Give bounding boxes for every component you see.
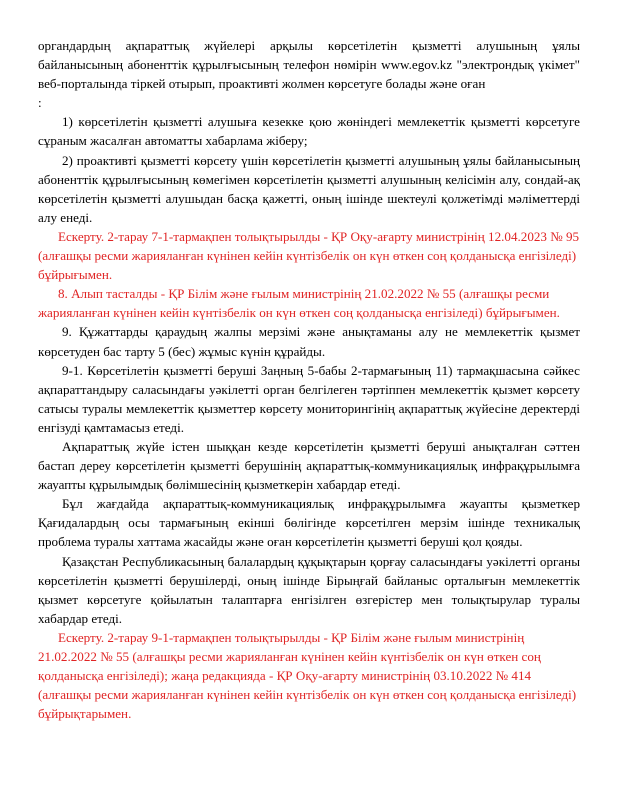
paragraph-technical-protocol: Бұл жағдайда ақпараттық-коммуникациялық инфрақұрылымға жауапты қызметкер Қағидалардың осы тармағының екінші бөлігінде көрсетілген мерзім ішінде техникалық проблема туралы хаттама жасайды және оған көрсетілетін қызметті беруші қол қояды. bbox=[38, 496, 584, 550]
paragraph-item-2: 2) проактивті қызметті көрсету үшін көрсетілетін қызметті алушының ұялы байланысының абоненттік құрылғысының көмегімен көрсетілетін қызметті алушының келісімін алу, сондай-ақ көрсетілетін қызметті алушыдан басқа қажетті, оның ішінде шектеулі қолжетімді мәліметтерді алу енеді. bbox=[38, 152, 584, 225]
paragraph-authorized-body: Қазақстан Республикасының балалардың құқықтарын қорғау саласындағы уәкілетті органы көрсетілетін қызметті берушілерді, оның ішінде Бірыңғай байланыс орталығын мемлекеттік қызмет көрсетуге қойылатын талаптарға енгізілген өзгерістер мен толықтырулар туралы хабардар етеді. bbox=[38, 553, 584, 626]
paragraph-system-failure: Ақпараттық жүйе істен шыққан кезде көрсетілетін қызметті беруші анықталған сәттен бастап дереу көрсетілетін қызметті берушінің ақпараттық-коммуникациялық инфрақұрылымға жауапты құрылымдық бөлімшесінің қызметкерін хабардар етеді. bbox=[38, 438, 584, 493]
amendment-note-1: Ескерту. 2-тарау 7-1-тармақпен толықтырылды - ҚР Оқу-ағарту министрінің 12.04.2023 № 95 (алғашқы ресми жарияланған күнінен кейін күнтізбелік он күн өткен соң қолданысқа енгізіледі) бұйрығымен. bbox=[38, 228, 583, 283]
paragraph-colon: : bbox=[38, 95, 42, 111]
document-body bbox=[38, 36, 584, 723]
paragraph-item-9-1: 9-1. Көрсетілетін қызметті беруші Заңның 5-бабы 2-тармағының 11) тармақшасына сәйкес ақпараттандыру саласындағы уәкілетті орган белгілеген тәртіппен мемлекеттік қызмет көрсету сатысы туралы мемлекеттік қызметтер көрсету мониторингінің ақпараттық жүйесіне деректерді енгізуді қамтамасыз етеді. bbox=[38, 362, 584, 435]
paragraph-item-1: 1) көрсетілетін қызметті алушыға кезекке қою жөніндегі мемлекеттік қызметті көрсетуге сұраным жасалған автоматты хабарлама жіберу; bbox=[38, 114, 584, 149]
amendment-note-2: Ескерту. 2-тарау 9-1-тармақпен толықтырылды - ҚР Білім және ғылым министрінің 21.02.2022 № 55 (алғашқы ресми жарияланған күнінен кейін күнтізбелік он күн өткен соң қолданысқа енгізіледі); жаңа редакцияда - ҚР Оқу-ағарту министрінің 03.10.2022 № 414 (алғашқы ресми жарияланған күнінен кейін күнтізбелік он күн өткен соң қолданысқа енгізіледі) бұйрықтарымен. bbox=[38, 629, 580, 722]
paragraph-item-9: 9. Құжаттарды қараудың жалпы мерзімі және анықтаманы алу не мемлекеттік қызмет көрсетуден бас тарту 5 (бес) жұмыс күнін құрайды. bbox=[38, 324, 584, 359]
paragraph-continuation: органдардың ақпараттық жүйелері арқылы көрсетілетін қызметті алушының ұялы байланысының абоненттік құрылғысының телефон нөмірін www.egov.kz "электрондық үкімет" веб-порталында тіркей отырып, проактивті жолмен көрсетуге болады және оған bbox=[38, 38, 584, 92]
paragraph-item-8-repealed: 8. Алып тасталды - ҚР Білім және ғылым министрінің 21.02.2022 № 55 (алғашқы ресми жарияланған күнінен кейін күнтізбелік он күн өткен соң қолданысқа енгізіледі) бұйрығымен. bbox=[38, 286, 560, 321]
